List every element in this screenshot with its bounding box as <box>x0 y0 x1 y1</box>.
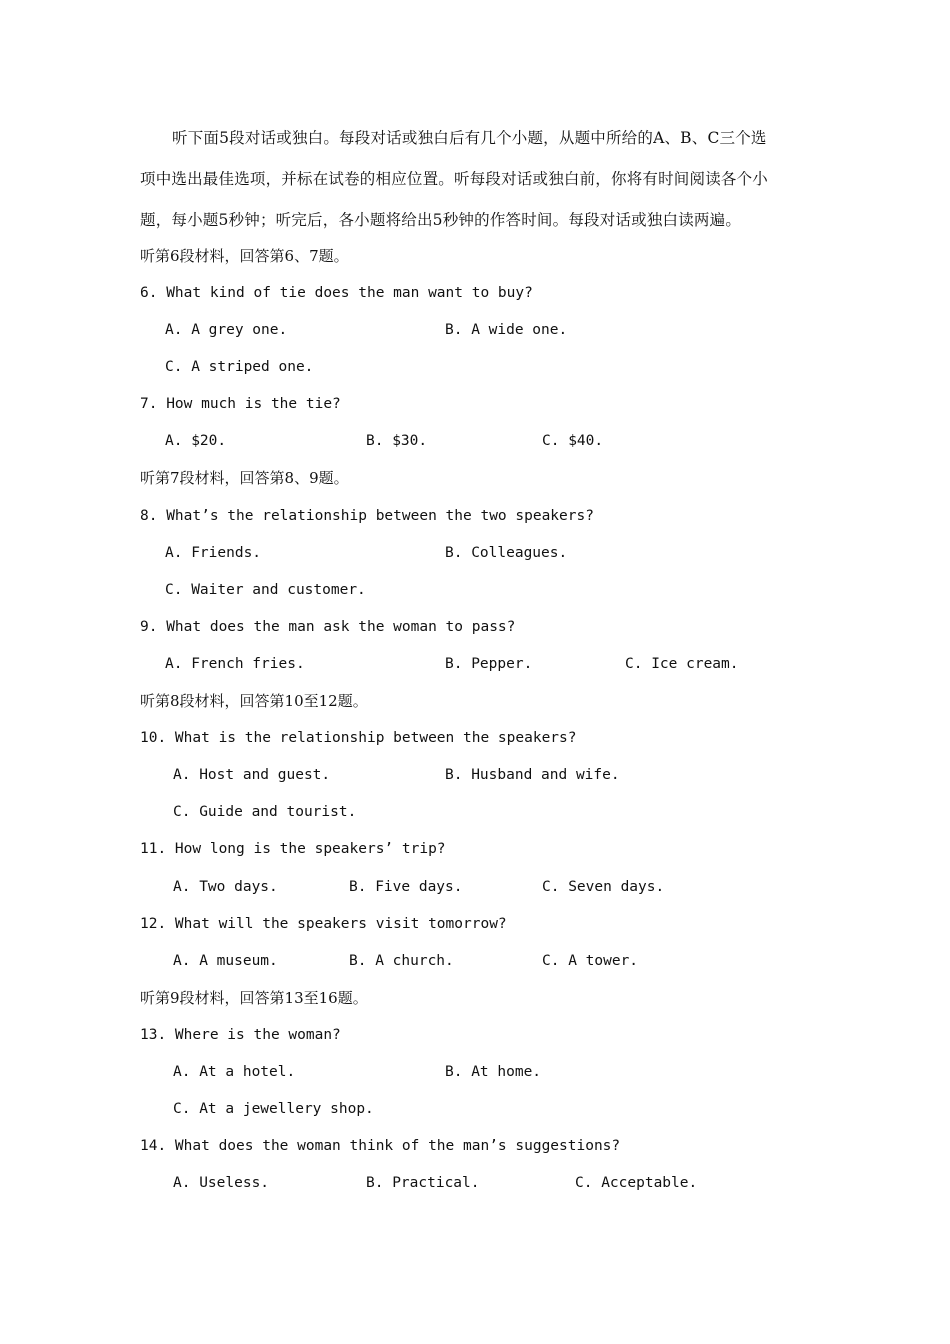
option-a: A. A museum. <box>173 953 278 969</box>
option-b: B. Practical. <box>366 1175 480 1191</box>
option-b: B. A wide one. <box>445 322 568 338</box>
option-b: B. At home. <box>445 1064 542 1080</box>
option-c: C. A striped one. <box>165 359 314 375</box>
option-b: B. Husband and wife. <box>445 767 620 783</box>
question-stem: 11. How long is the speakers’ trip? <box>140 841 446 857</box>
instructions-line: 项中选出最佳选项，并标在试卷的相应位置。听每段对话或独白前，你将有时间阅读各个小 <box>140 170 769 188</box>
option-a: A. Host and guest. <box>173 767 331 783</box>
option-b: B. $30. <box>366 433 428 449</box>
option-a: A. Useless. <box>173 1175 270 1191</box>
option-c: C. Seven days. <box>542 879 665 895</box>
option-b: B. Five days. <box>349 879 463 895</box>
option-a: A. French fries. <box>165 656 305 672</box>
option-c: C. Waiter and customer. <box>165 582 366 598</box>
instructions-line: 听下面5段对话或独白。每段对话或独白后有几个小题，从题中所给的A、B、C三个选 <box>172 129 767 147</box>
question-stem: 10. What is the relationship between the speakers? <box>140 730 577 746</box>
question-stem: 7. How much is the tie? <box>140 396 341 412</box>
option-a: A. $20. <box>165 433 227 449</box>
option-c: C. Acceptable. <box>575 1175 698 1191</box>
option-a: A. Two days. <box>173 879 278 895</box>
question-stem: 13. Where is the woman? <box>140 1027 341 1043</box>
option-c: C. Ice cream. <box>625 656 739 672</box>
section-heading: 听第7段材料，回答第8、9题。 <box>140 469 349 487</box>
section-heading: 听第6段材料，回答第6、7题。 <box>140 247 349 265</box>
option-a: A. At a hotel. <box>173 1064 296 1080</box>
option-c: C. Guide and tourist. <box>173 804 357 820</box>
question-stem: 9. What does the man ask the woman to pass? <box>140 619 516 635</box>
question-stem: 14. What does the woman think of the man’s suggestions? <box>140 1138 621 1154</box>
option-c: C. A tower. <box>542 953 639 969</box>
option-b: B. Pepper. <box>445 656 533 672</box>
instructions-paragraph <box>140 118 820 241</box>
option-b: B. Colleagues. <box>445 545 568 561</box>
instructions-line: 题，每小题5秒钟；听完后，各小题将给出5秒钟的作答时间。每段对话或独白读两遍。 <box>140 211 742 229</box>
option-c: C. At a jewellery shop. <box>173 1101 374 1117</box>
question-stem: 8. What’s the relationship between the two speakers? <box>140 508 594 524</box>
option-a: A. Friends. <box>165 545 262 561</box>
section-heading: 听第8段材料，回答第10至12题。 <box>140 692 368 710</box>
option-c: C. $40. <box>542 433 604 449</box>
option-b: B. A church. <box>349 953 454 969</box>
question-stem: 6. What kind of tie does the man want to buy? <box>140 285 533 301</box>
option-a: A. A grey one. <box>165 322 288 338</box>
question-stem: 12. What will the speakers visit tomorrow? <box>140 916 507 932</box>
section-heading: 听第9段材料，回答第13至16题。 <box>140 989 368 1007</box>
